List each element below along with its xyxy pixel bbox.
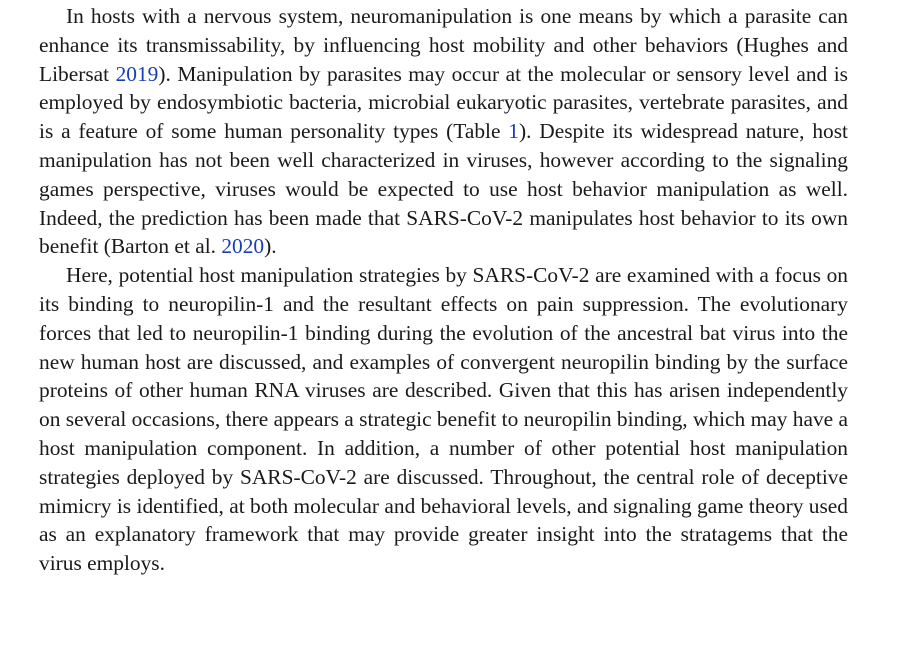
table-1-link[interactable]: 1	[508, 119, 519, 144]
paragraph-2	[39, 261, 848, 578]
paragraph-1-text-2: ). Manipulation by parasites may occur at the molecular or sensory level and is employed by endosymbiotic bacteria, microbial eukaryotic parasites, vertebrate parasites, and is a feature of some human personality types (Table	[39, 61, 848, 144]
document-body	[39, 2, 848, 578]
citation-link-barton-2020[interactable]: 2020	[221, 234, 265, 259]
paragraph-1-text-4: ).	[264, 234, 277, 259]
citation-link-hughes-2019[interactable]: 2019	[115, 61, 159, 86]
paragraph-1-text-1: In hosts with a nervous system, neuromanipulation is one means by which a parasite can enhance its transmissability, by influencing host mobility and other behaviors (Hughes and Libersat	[39, 4, 848, 86]
paragraph-1-text-3: ). Despite its widespread nature, host manipulation has not been well characterized in viruses, however according to the signaling games perspective, viruses would be expected to use host behavior manipulation as well. Indeed, the prediction has been made that SARS-CoV-2 manipulates host behavior to its own benefit (Barton et al.	[39, 119, 848, 259]
paragraph-1	[39, 2, 848, 261]
paragraph-2-text-1: Here, potential host manipulation strategies by SARS-CoV-2 are examined with a focus on its binding to neuropilin-1 and the resultant effects on pain suppression. The evolutionary forces that led to neuropilin-1 binding during the evolution of the ancestral bat virus into the new human host are discussed, and examples of convergent neuropilin binding by the surface proteins of other human RNA viruses are described. Given that this has arisen independently on several occasions, there appears a strategic benefit to neuropilin binding, which may have a host manipulation component. In addition, a number of other potential host manipulation strategies deployed by SARS-CoV-2 are discussed. Throughout, the central role of deceptive mimicry is identified, at both molecular and behavioral levels, and signaling game theory used as an explanatory framework that may provide greater insight into the stratagems that the virus employs.	[39, 263, 848, 576]
